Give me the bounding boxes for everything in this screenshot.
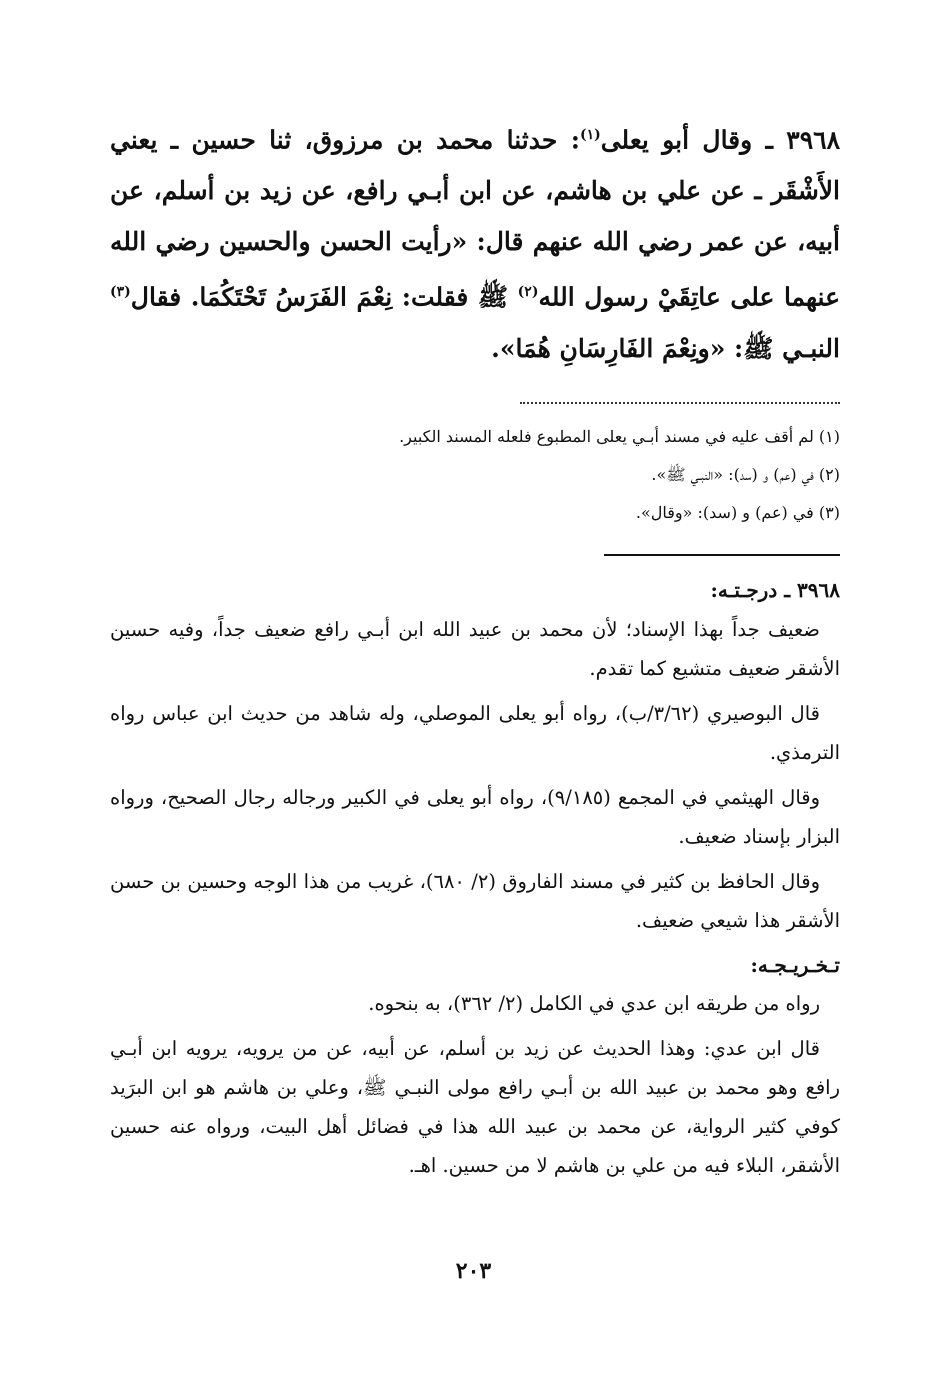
hadith-text-part: ﷺ فقلت: نِعْمَ الفَرَسُ تَحْتَكُمَا. فقال	[130, 282, 518, 312]
footnote-ref: (٢)	[517, 284, 539, 301]
footnote-ref: (١)	[579, 127, 601, 143]
grade-paragraph: وقال الحافظ بن كثير في مسند الفاروق (٢/ ٦٨٠)، غريب من هذا الوجه وحسين بن حسن الأشقر هذا شيعي ضعيف.	[110, 869, 840, 932]
section-divider	[604, 554, 840, 556]
footnote-ref: (٣)	[110, 284, 131, 301]
hadith-number: ٣٩٦٨ ـ	[765, 125, 840, 155]
footnote-separator	[520, 396, 840, 404]
hadith-text	[110, 110, 840, 374]
page-number: ٢٠٣	[455, 1258, 492, 1284]
grade-paragraph: قال البوصيري (٣/٦٢/ب)، رواه أبو يعلى الموصلي، وله شاهد من حديث ابن عباس رواه الترمذي.	[110, 701, 840, 764]
footnote: (٣) في (عم) و (سد): «وقال».	[635, 502, 840, 522]
takhrij-paragraph: قال ابن عدي: وهذا الحديث عن زيد بن أسلم، عن أبيه، عن من يرويه، يرويه ابن أبـي رافع وهو محمد بن عبيد الله بن أبـي رافع مولى النبـي ﷺ، وعلي بن هاشم هو ابن البرَيد كوفي كثير الرواية، عن محمد بن عبيد الله هذا في فضائل أهل البيت، ورواه عنه حسين الأشقر، البلاء فيه من علي بن هاشم لا من حسين. اهـ.	[110, 1036, 840, 1177]
grade-paragraph: وقال الهيثمي في المجمع (٩/١٨٥)، رواه أبو يعلى في الكبير ورجاله رجال الصحيح، ورواه البزار بإسناد ضعيف.	[110, 785, 840, 848]
grade-paragraph: ضعيف جداً بهذا الإسناد؛ لأن محمد بن عبيد الله ابن أبـي رافع ضعيف جداً، وفيه حسين الأشقر ضعيف متشيع كما تقدم.	[110, 617, 840, 680]
footnote: (٢) في (عم) و (سد): «النبـي ﷺ».	[651, 464, 840, 484]
footnotes	[110, 418, 840, 532]
takhrij-heading: تـخـريـجـه:	[750, 952, 840, 977]
grade-heading: ٣٩٦٨ ـ درجـتـه:	[710, 577, 840, 602]
footnote: (١) لم أقف عليه في مسند أبـي يعلى المطبوع فلعله المسند الكبير.	[399, 426, 840, 446]
page-body	[110, 110, 840, 1191]
hadith-text-part: النبـي ﷺ: «ونِعْمَ الفَارِسَانِ هُمَا».	[491, 333, 840, 363]
takhrij-paragraph: رواه من طريقه ابن عدي في الكامل (٢/ ٣٦٢)، به بنحوه.	[368, 991, 820, 1015]
hadith-text-part: : حدثنا محمد بن مرزوق، ثنا حسين ـ يعني الأَشْقَر ـ عن علي بن هاشم، عن ابن أبـي رافع، عن زيد بن أسلم، عن أبيه، عن عمر رضي الله عنهم قال: «رأيت الحسن والحسين رضي الله عنهما على عاتِقَيْ رسول الله	[110, 125, 840, 312]
hadith-text-part: وقال أبو يعلى	[600, 125, 766, 155]
